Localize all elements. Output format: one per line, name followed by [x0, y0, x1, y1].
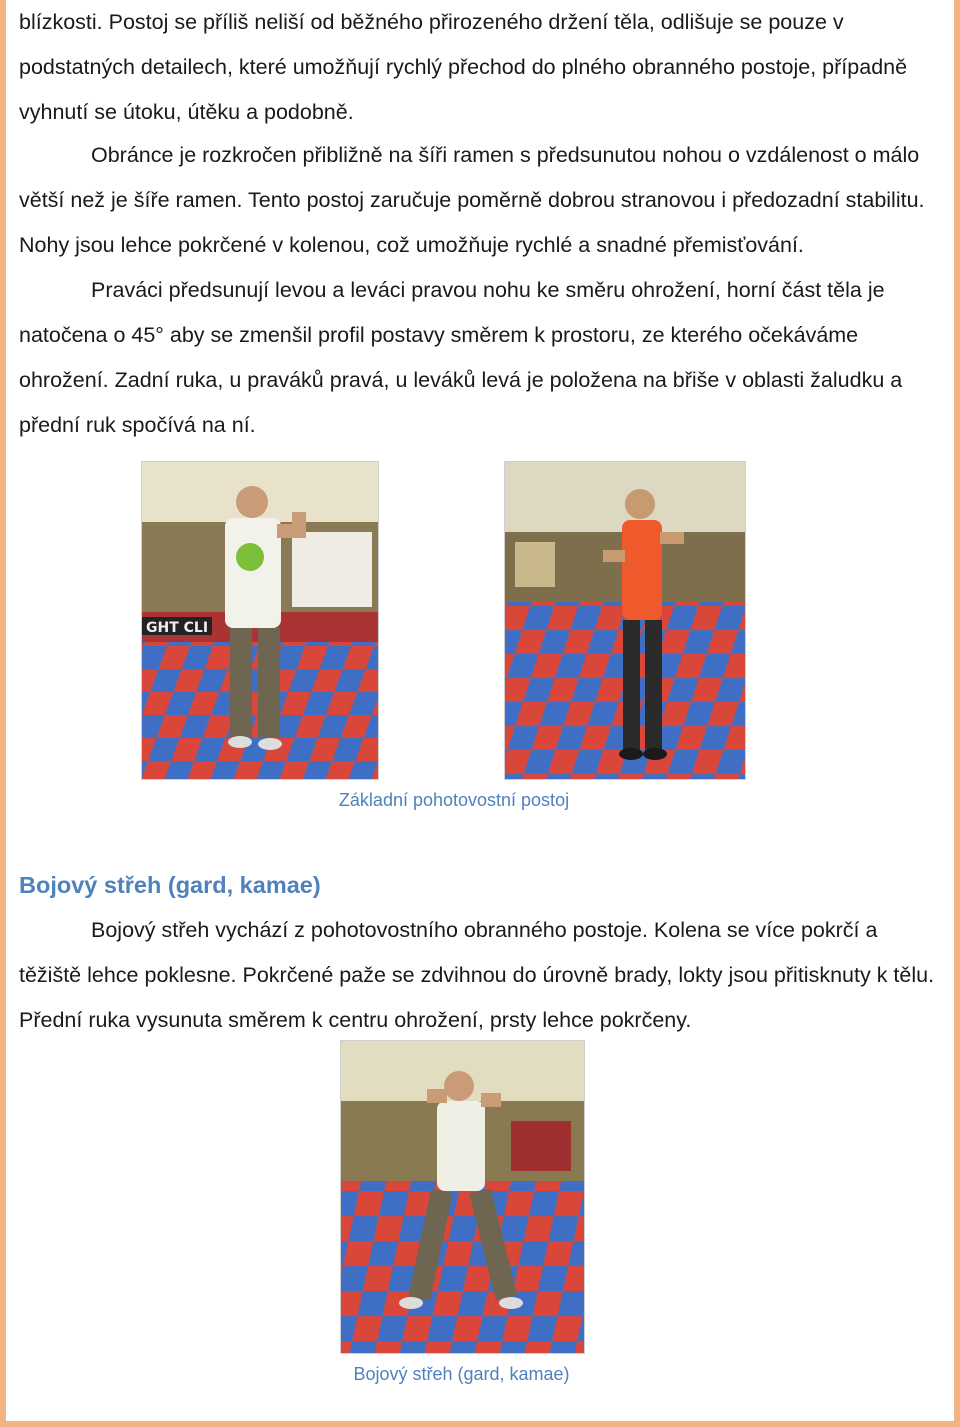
- photo-ready-stance-man: [141, 461, 379, 780]
- paragraph-stance-orientation: Praváci předsunují levou a leváci pravou nohu ke směru ohrožení, horní část těla je natočena o 45° aby se zmenšil profil postavy směrem k prostoru, ze kterého očekáváme ohrožení. Zadní ruka, u praváků pravá, u leváků levá je položena na břiše v oblasti žaludku a přední ruk spočívá na ní.: [19, 278, 903, 437]
- paragraph-fighting-stance: Bojový střeh vychází z pohotovostního obranného postoje. Kolena se více pokrčí a těžiště lehce poklesne. Pokrčené paže se zdvihnou do úrovně brady, lokty jsou přitisknuty k tělu. Přední ruka vysunuta směrem k centru ohrožení, prsty lehce pokrčeny.: [19, 918, 935, 1032]
- figure-caption-ready-stance: Základní pohotovostní postoj: [338, 790, 570, 810]
- paragraph-continuation: blízkosti. Postoj se příliš neliší od běžného přirozeného držení těla, odlišuje se pouze v podstatných detailech, které umožňují rychlý přechod do plného obranného postoje, případně vyhnutí se útoku, útěku a podobně.: [19, 10, 908, 124]
- paragraph-stance-width: Obránce je rozkročen přibližně na šíři ramen s předsunutou nohou o vzdálenost o málo větší než je šíře ramen. Tento postoj zaručuje poměrně dobrou stranovou i předozadní stabilitu. Nohy jsou lehce pokrčené v kolenou, což umožňuje rychlé a snadné přemisťování.: [19, 143, 925, 257]
- photo-ready-stance-woman: [504, 461, 746, 780]
- figure-caption-fighting-stance: Bojový střeh (gard, kamae): [353, 1364, 570, 1384]
- photo-fighting-stance: [340, 1040, 585, 1354]
- section-heading: Bojový střeh (gard, kamae): [19, 872, 321, 898]
- svg-text:GHT CLI: GHT CLI: [146, 620, 209, 636]
